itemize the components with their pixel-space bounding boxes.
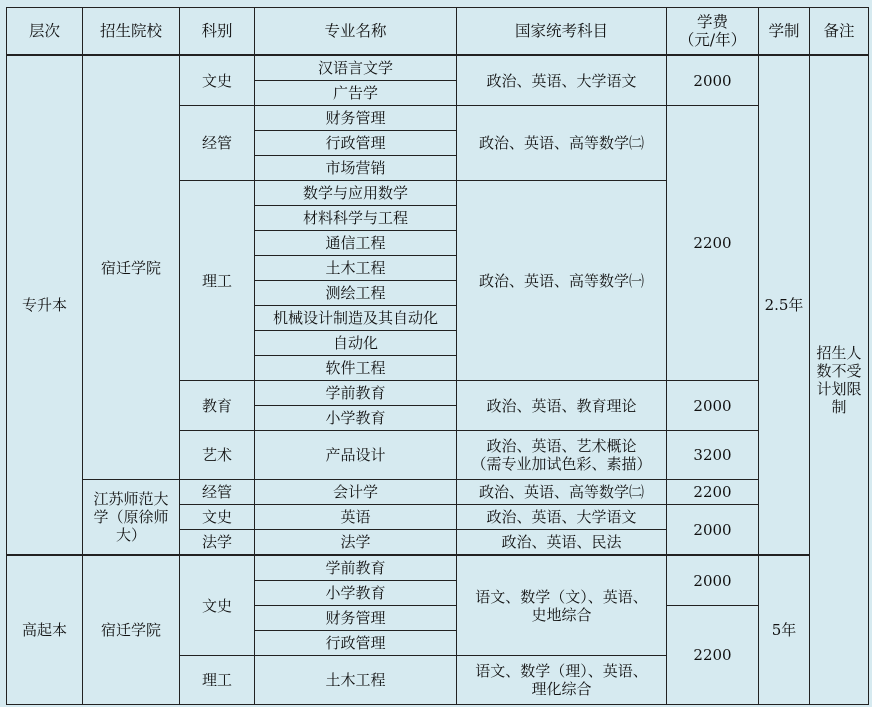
major-cell: 学前教育 [255,555,457,581]
header-tuition: 学费 （元/年） [667,8,759,56]
category-faxue: 法学 [180,530,255,556]
category-yishu: 艺术 [180,431,255,480]
header-major: 专业名称 [255,8,457,56]
school-jiangsu-normal: 江苏师范大 学（原徐师 大） [83,480,180,556]
major-cell: 土木工程 [255,656,457,705]
major-cell: 小学教育 [255,406,457,431]
school-suqian: 宿迁学院 [83,55,180,480]
major-cell: 产品设计 [255,431,457,480]
exam-subjects-faxue: 政治、英语、民法 [457,530,667,556]
major-cell: 测绘工程 [255,281,457,306]
major-cell: 行政管理 [255,131,457,156]
tuition-cell: 2200 [667,606,759,705]
level-hs-to-bachelor: 高起本 [7,555,83,705]
major-cell: 汉语言文学 [255,55,457,81]
header-level: 层次 [7,8,83,56]
header-school: 招生院校 [83,8,180,56]
category-jingguan-2: 经管 [180,480,255,505]
table-row [7,555,869,581]
header-duration: 学制 [759,8,810,56]
header-category: 科别 [180,8,255,56]
exam-subjects-gq-ligong: 语文、数学（理）、英语、 理化综合 [457,656,667,705]
category-jiaoyu: 教育 [180,381,255,431]
category-wenshi-3: 文史 [180,555,255,656]
exam-subjects-jingguan: 政治、英语、高等数学㈡ [457,106,667,181]
level-upgrade: 专升本 [7,55,83,555]
major-cell: 数学与应用数学 [255,181,457,206]
major-cell: 行政管理 [255,631,457,656]
school-suqian-2: 宿迁学院 [83,555,180,705]
major-cell: 材料科学与工程 [255,206,457,231]
major-cell: 小学教育 [255,581,457,606]
tuition-cell: 3200 [667,431,759,480]
major-cell: 英语 [255,505,457,530]
exam-subjects-yingyu: 政治、英语、大学语文 [457,505,667,530]
header-remarks: 备注 [810,8,869,56]
category-ligong: 理工 [180,181,255,381]
table-row [7,55,869,81]
tuition-cell: 2000 [667,505,759,556]
exam-subjects-jiaoyu: 政治、英语、教育理论 [457,381,667,431]
table-row [7,480,869,505]
exam-subjects-gq-wenshi: 语文、数学（文）、英语、 史地综合 [457,555,667,656]
header-row [7,8,869,56]
duration-hs-to-bachelor: 5年 [759,555,810,705]
major-cell: 学前教育 [255,381,457,406]
major-cell: 机械设计制造及其自动化 [255,306,457,331]
header-exam-subjects: 国家统考科目 [457,8,667,56]
major-cell: 自动化 [255,331,457,356]
exam-subjects-ligong: 政治、英语、高等数学㈠ [457,181,667,381]
duration-upgrade: 2.5年 [759,55,810,555]
category-jingguan: 经管 [180,106,255,181]
tuition-cell: 2000 [667,381,759,431]
exam-subjects-kuaiji: 政治、英语、高等数学㈡ [457,480,667,505]
major-cell: 财务管理 [255,606,457,631]
major-cell: 土木工程 [255,256,457,281]
category-wenshi-2: 文史 [180,505,255,530]
major-cell: 通信工程 [255,231,457,256]
category-wenshi: 文史 [180,55,255,106]
tuition-cell: 2000 [667,55,759,106]
exam-subjects-wenshi: 政治、英语、大学语文 [457,55,667,106]
major-cell: 财务管理 [255,106,457,131]
tuition-cell: 2000 [667,555,759,606]
major-cell: 软件工程 [255,356,457,381]
major-cell: 市场营销 [255,156,457,181]
exam-subjects-yishu: 政治、英语、艺术概论 （需专业加试色彩、素描） [457,431,667,480]
tuition-cell: 2200 [667,106,759,381]
tuition-cell: 2200 [667,480,759,505]
remarks-cell: 招生人 数不受 计划限 制 [810,55,869,705]
major-cell: 广告学 [255,81,457,106]
enrollment-table [6,7,869,705]
category-ligong-2: 理工 [180,656,255,705]
major-cell: 会计学 [255,480,457,505]
enrollment-table-container [6,7,868,704]
major-cell: 法学 [255,530,457,556]
